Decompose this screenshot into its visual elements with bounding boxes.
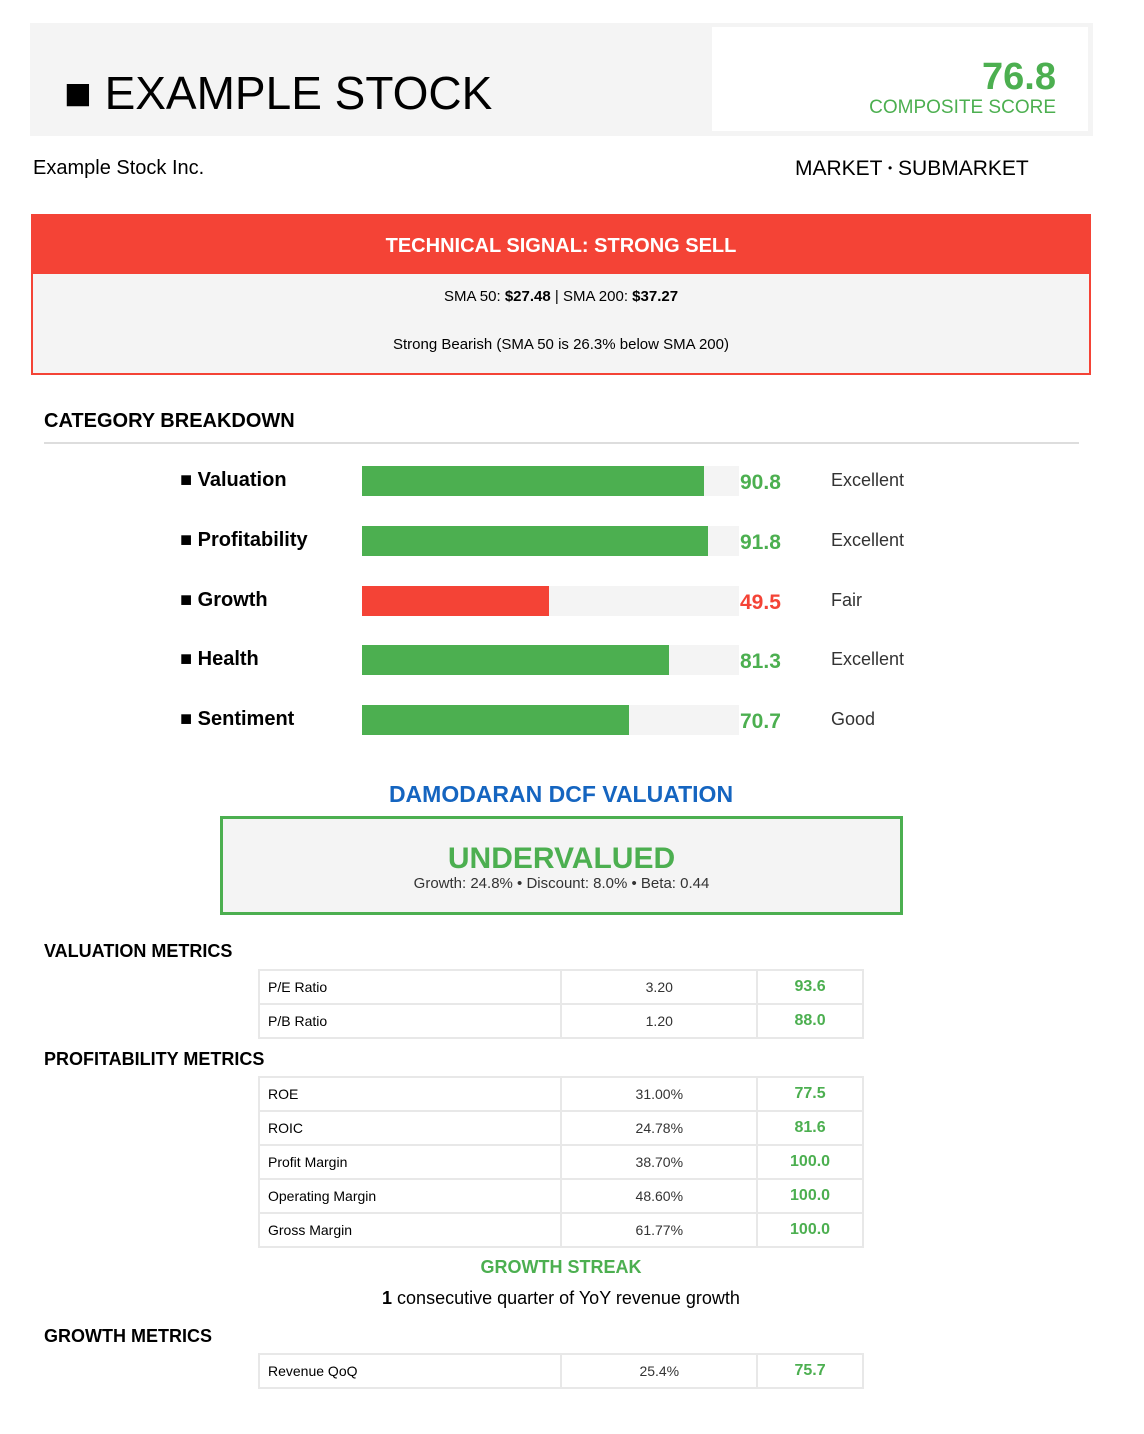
category-name: ■ Growth	[180, 588, 268, 611]
dcf-parameters: Growth: 24.8% • Discount: 8.0% • Beta: 0.44	[413, 875, 710, 892]
score-bar-fill	[362, 586, 549, 616]
category-name: ■ Health	[180, 648, 259, 671]
metric-name: Operating Margin	[259, 1179, 561, 1213]
separator-dot: •	[887, 161, 893, 175]
category-row	[180, 586, 980, 616]
metric-name: P/E Ratio	[259, 970, 561, 1004]
category-rating: Excellent	[831, 529, 905, 550]
category-name: ■ Sentiment	[180, 708, 295, 731]
metric-value: 1.20	[561, 1004, 757, 1038]
divider: |	[554, 288, 559, 305]
sma-values	[33, 288, 1089, 305]
market-info	[795, 157, 1029, 181]
category-score: 81.3	[740, 650, 781, 674]
metric-name: Gross Margin	[259, 1213, 561, 1247]
metric-name: P/B Ratio	[259, 1004, 561, 1038]
metric-value: 48.60%	[561, 1179, 757, 1213]
metric-score: 88.0	[757, 1004, 863, 1038]
streak-count: 1	[382, 1288, 393, 1308]
table-row	[259, 1004, 863, 1038]
category-row	[180, 705, 980, 735]
metric-value: 24.78%	[561, 1111, 757, 1145]
dcf-verdict: UNDERVALUED	[447, 842, 676, 875]
technical-signal-title: TECHNICAL SIGNAL: STRONG SELL	[33, 216, 1089, 274]
metric-name: Revenue QoQ	[259, 1354, 561, 1388]
profitability-metrics-table	[258, 1076, 864, 1248]
composite-score-card	[712, 27, 1088, 131]
metric-score: 100.0	[757, 1145, 863, 1179]
profitability-metrics-title: PROFITABILITY METRICS	[44, 1049, 265, 1069]
table-row	[259, 970, 863, 1004]
composite-score: 76.8	[982, 56, 1056, 98]
score-bar-fill	[362, 466, 704, 496]
table-row	[259, 1179, 863, 1213]
score-bar-fill	[362, 705, 629, 735]
category-breakdown-title: CATEGORY BREAKDOWN	[44, 410, 295, 432]
table-row	[259, 1111, 863, 1145]
category-row	[180, 645, 980, 675]
category-name: ■ Valuation	[180, 469, 287, 491]
sma200-label: SMA 200:	[562, 288, 628, 305]
market: MARKET	[795, 157, 883, 180]
valuation-metrics-title: VALUATION METRICS	[44, 941, 233, 961]
metric-name: ROE	[259, 1077, 561, 1111]
divider	[44, 442, 1079, 444]
signal-summary: Strong Bearish (SMA 50 is 26.3% below SMA 200)	[392, 336, 729, 353]
category-row	[180, 526, 980, 556]
submarket: SUBMARKET	[898, 157, 1029, 180]
category-score: 90.8	[740, 471, 781, 494]
category-rating: Excellent	[831, 649, 905, 670]
growth-streak-title: GROWTH STREAK	[480, 1257, 642, 1277]
table-row	[259, 1077, 863, 1111]
table-row	[259, 1354, 863, 1388]
metric-value: 61.77%	[561, 1213, 757, 1247]
metric-value: 25.4%	[561, 1354, 757, 1388]
category-score: 91.8	[740, 530, 781, 554]
metric-score: 81.6	[757, 1111, 863, 1145]
metric-score: 100.0	[757, 1213, 863, 1247]
metric-value: 38.70%	[561, 1145, 757, 1179]
metric-value: 31.00%	[561, 1077, 757, 1111]
category-score: 70.7	[740, 710, 781, 734]
category-rating: Fair	[831, 589, 862, 610]
table-row	[259, 1213, 863, 1247]
metric-name: ROIC	[259, 1111, 561, 1145]
metric-score: 77.5	[757, 1077, 863, 1111]
metric-score: 93.6	[757, 970, 863, 1004]
score-bar-fill	[362, 526, 708, 556]
category-row	[180, 466, 980, 496]
sma200-value: $37.27	[632, 288, 679, 305]
score-bar-track	[362, 645, 739, 675]
dcf-title: DAMODARAN DCF VALUATION	[388, 781, 734, 807]
metric-score: 75.7	[757, 1354, 863, 1388]
metric-score: 100.0	[757, 1179, 863, 1213]
metric-value: 3.20	[561, 970, 757, 1004]
composite-score-label: COMPOSITE SCORE	[869, 97, 1056, 118]
score-bar-track	[362, 526, 739, 556]
score-bar-fill	[362, 645, 669, 675]
sma50-value: $27.48	[504, 288, 551, 305]
growth-metrics-table	[258, 1353, 864, 1389]
streak-description: consecutive quarter of YoY revenue growth	[392, 1288, 740, 1308]
category-score: 49.5	[740, 590, 781, 614]
metric-name: Profit Margin	[259, 1145, 561, 1179]
technical-signal-panel	[31, 214, 1091, 375]
growth-streak-text	[0, 1288, 1122, 1309]
category-name: ■ Profitability	[180, 528, 308, 551]
category-rating: Good	[831, 709, 876, 730]
score-bar-track	[362, 705, 739, 735]
stock-title: ■ EXAMPLE STOCK	[64, 67, 493, 119]
category-rating: Excellent	[831, 470, 905, 490]
growth-metrics-title: GROWTH METRICS	[44, 1326, 212, 1346]
table-row	[259, 1145, 863, 1179]
company-name: Example Stock Inc.	[33, 157, 205, 179]
score-bar-track	[362, 586, 739, 616]
dcf-result-box	[220, 816, 903, 915]
valuation-metrics-table	[258, 969, 864, 1039]
sma50-label: SMA 50:	[443, 288, 501, 305]
score-bar-track	[362, 466, 739, 496]
